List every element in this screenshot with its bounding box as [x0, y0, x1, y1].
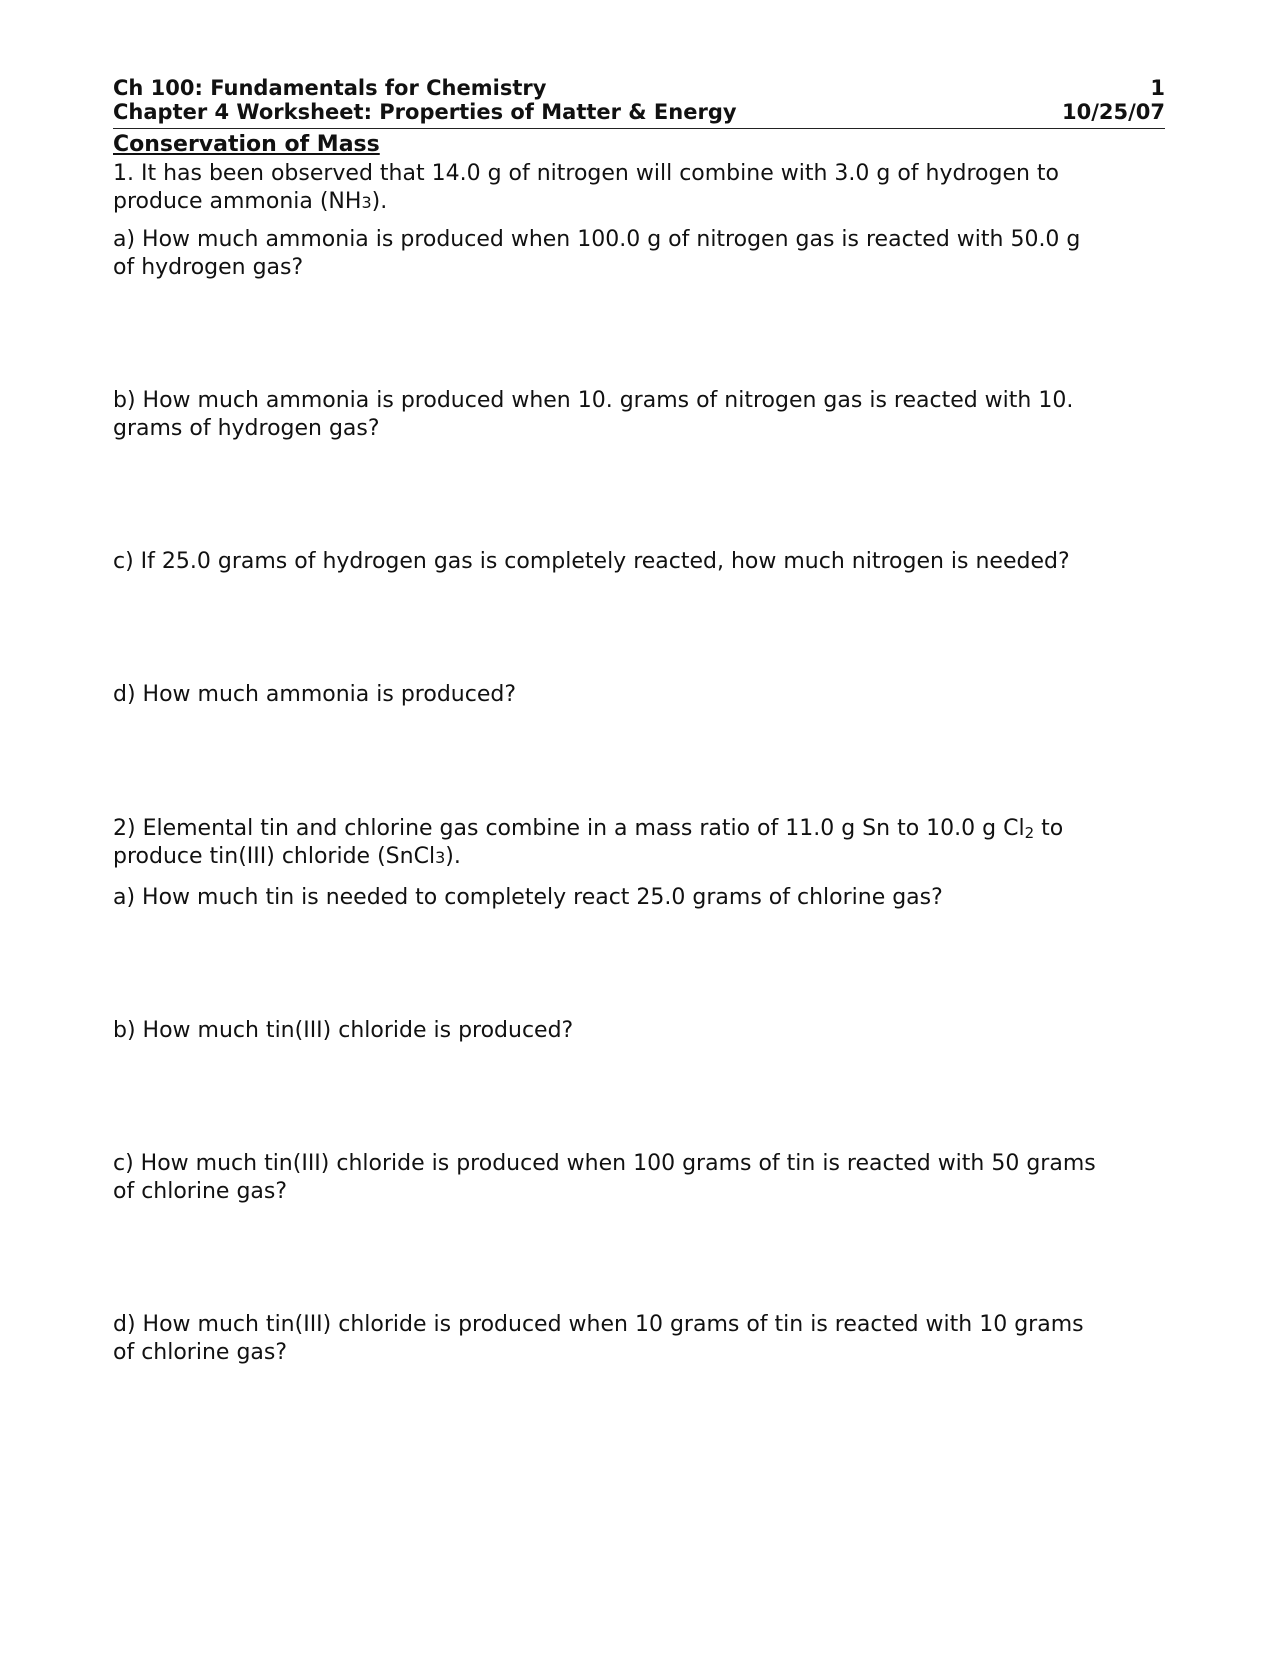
nh3-subscript: 3 [361, 193, 372, 212]
q2-part-c [113, 1150, 1173, 1206]
q2-a-line1: a) How much tin is needed to completely react 25.0 grams of chlorine gas? [113, 885, 943, 910]
q2-intro-line1-end: to [1034, 816, 1064, 841]
worksheet-date: 10/25/07 [1061, 100, 1165, 124]
q1-a-line2: of hydrogen gas? [113, 255, 304, 280]
q1-intro [113, 160, 1173, 216]
q2-intro-line2-text: produce tin(III) chloride (SnCl [113, 844, 436, 869]
q2-intro-line2 [113, 843, 1173, 871]
q2-c-line2: of chlorine gas? [113, 1179, 288, 1204]
q1-c-line1: c) If 25.0 grams of hydrogen gas is completely reacted, how much nitrogen is needed? [113, 549, 1070, 574]
q2-d-line2: of chlorine gas? [113, 1340, 288, 1365]
q2-intro-line1-text: 2) Elemental tin and chlorine gas combine in a mass ratio of 11.0 g Sn to 10.0 g Cl [113, 816, 1025, 841]
q2-intro-line2-end: ). [445, 844, 461, 869]
q2-intro [113, 815, 1173, 871]
q1-intro-line1: 1. It has been observed that 14.0 g of nitrogen will combine with 3.0 g of hydrogen to [113, 161, 1059, 186]
course-title: Ch 100: Fundamentals for Chemistry [113, 76, 547, 100]
q2-c-line1: c) How much tin(III) chloride is produced when 100 grams of tin is reacted with 50 grams [113, 1151, 1096, 1176]
q1-intro-line2 [113, 188, 1173, 216]
q2-part-b [113, 1017, 1173, 1045]
q1-intro-line2-text: produce ammonia (NH [113, 189, 362, 214]
q1-b-line2: grams of hydrogen gas? [113, 416, 380, 441]
q1-a-line1: a) How much ammonia is produced when 100.0 g of nitrogen gas is reacted with 50.0 g [113, 227, 1081, 252]
q2-b-line1: b) How much tin(III) chloride is produced? [113, 1018, 574, 1043]
section-title: Conservation of Mass [113, 132, 380, 157]
q1-part-d [113, 681, 1173, 709]
chapter-title: Chapter 4 Worksheet: Properties of Matter & Energy [113, 100, 737, 124]
q1-part-b [113, 387, 1173, 443]
q1-d-line1: d) How much ammonia is produced? [113, 682, 517, 707]
q1-intro-line2-end: ). [371, 189, 388, 214]
q1-part-a [113, 226, 1173, 282]
q1-part-c [113, 548, 1173, 576]
header-divider [113, 128, 1165, 129]
q2-part-a [113, 884, 1173, 912]
q2-intro-line1 [113, 815, 1173, 843]
q1-b-line1: b) How much ammonia is produced when 10. grams of nitrogen gas is reacted with 10. [113, 388, 1074, 413]
q2-part-d [113, 1311, 1173, 1367]
sncl3-subscript: 3 [435, 848, 446, 867]
page-number: 1 [1150, 76, 1165, 100]
q2-d-line1: d) How much tin(III) chloride is produced when 10 grams of tin is reacted with 10 grams [113, 1312, 1084, 1337]
cl2-subscript: 2 [1024, 824, 1035, 842]
